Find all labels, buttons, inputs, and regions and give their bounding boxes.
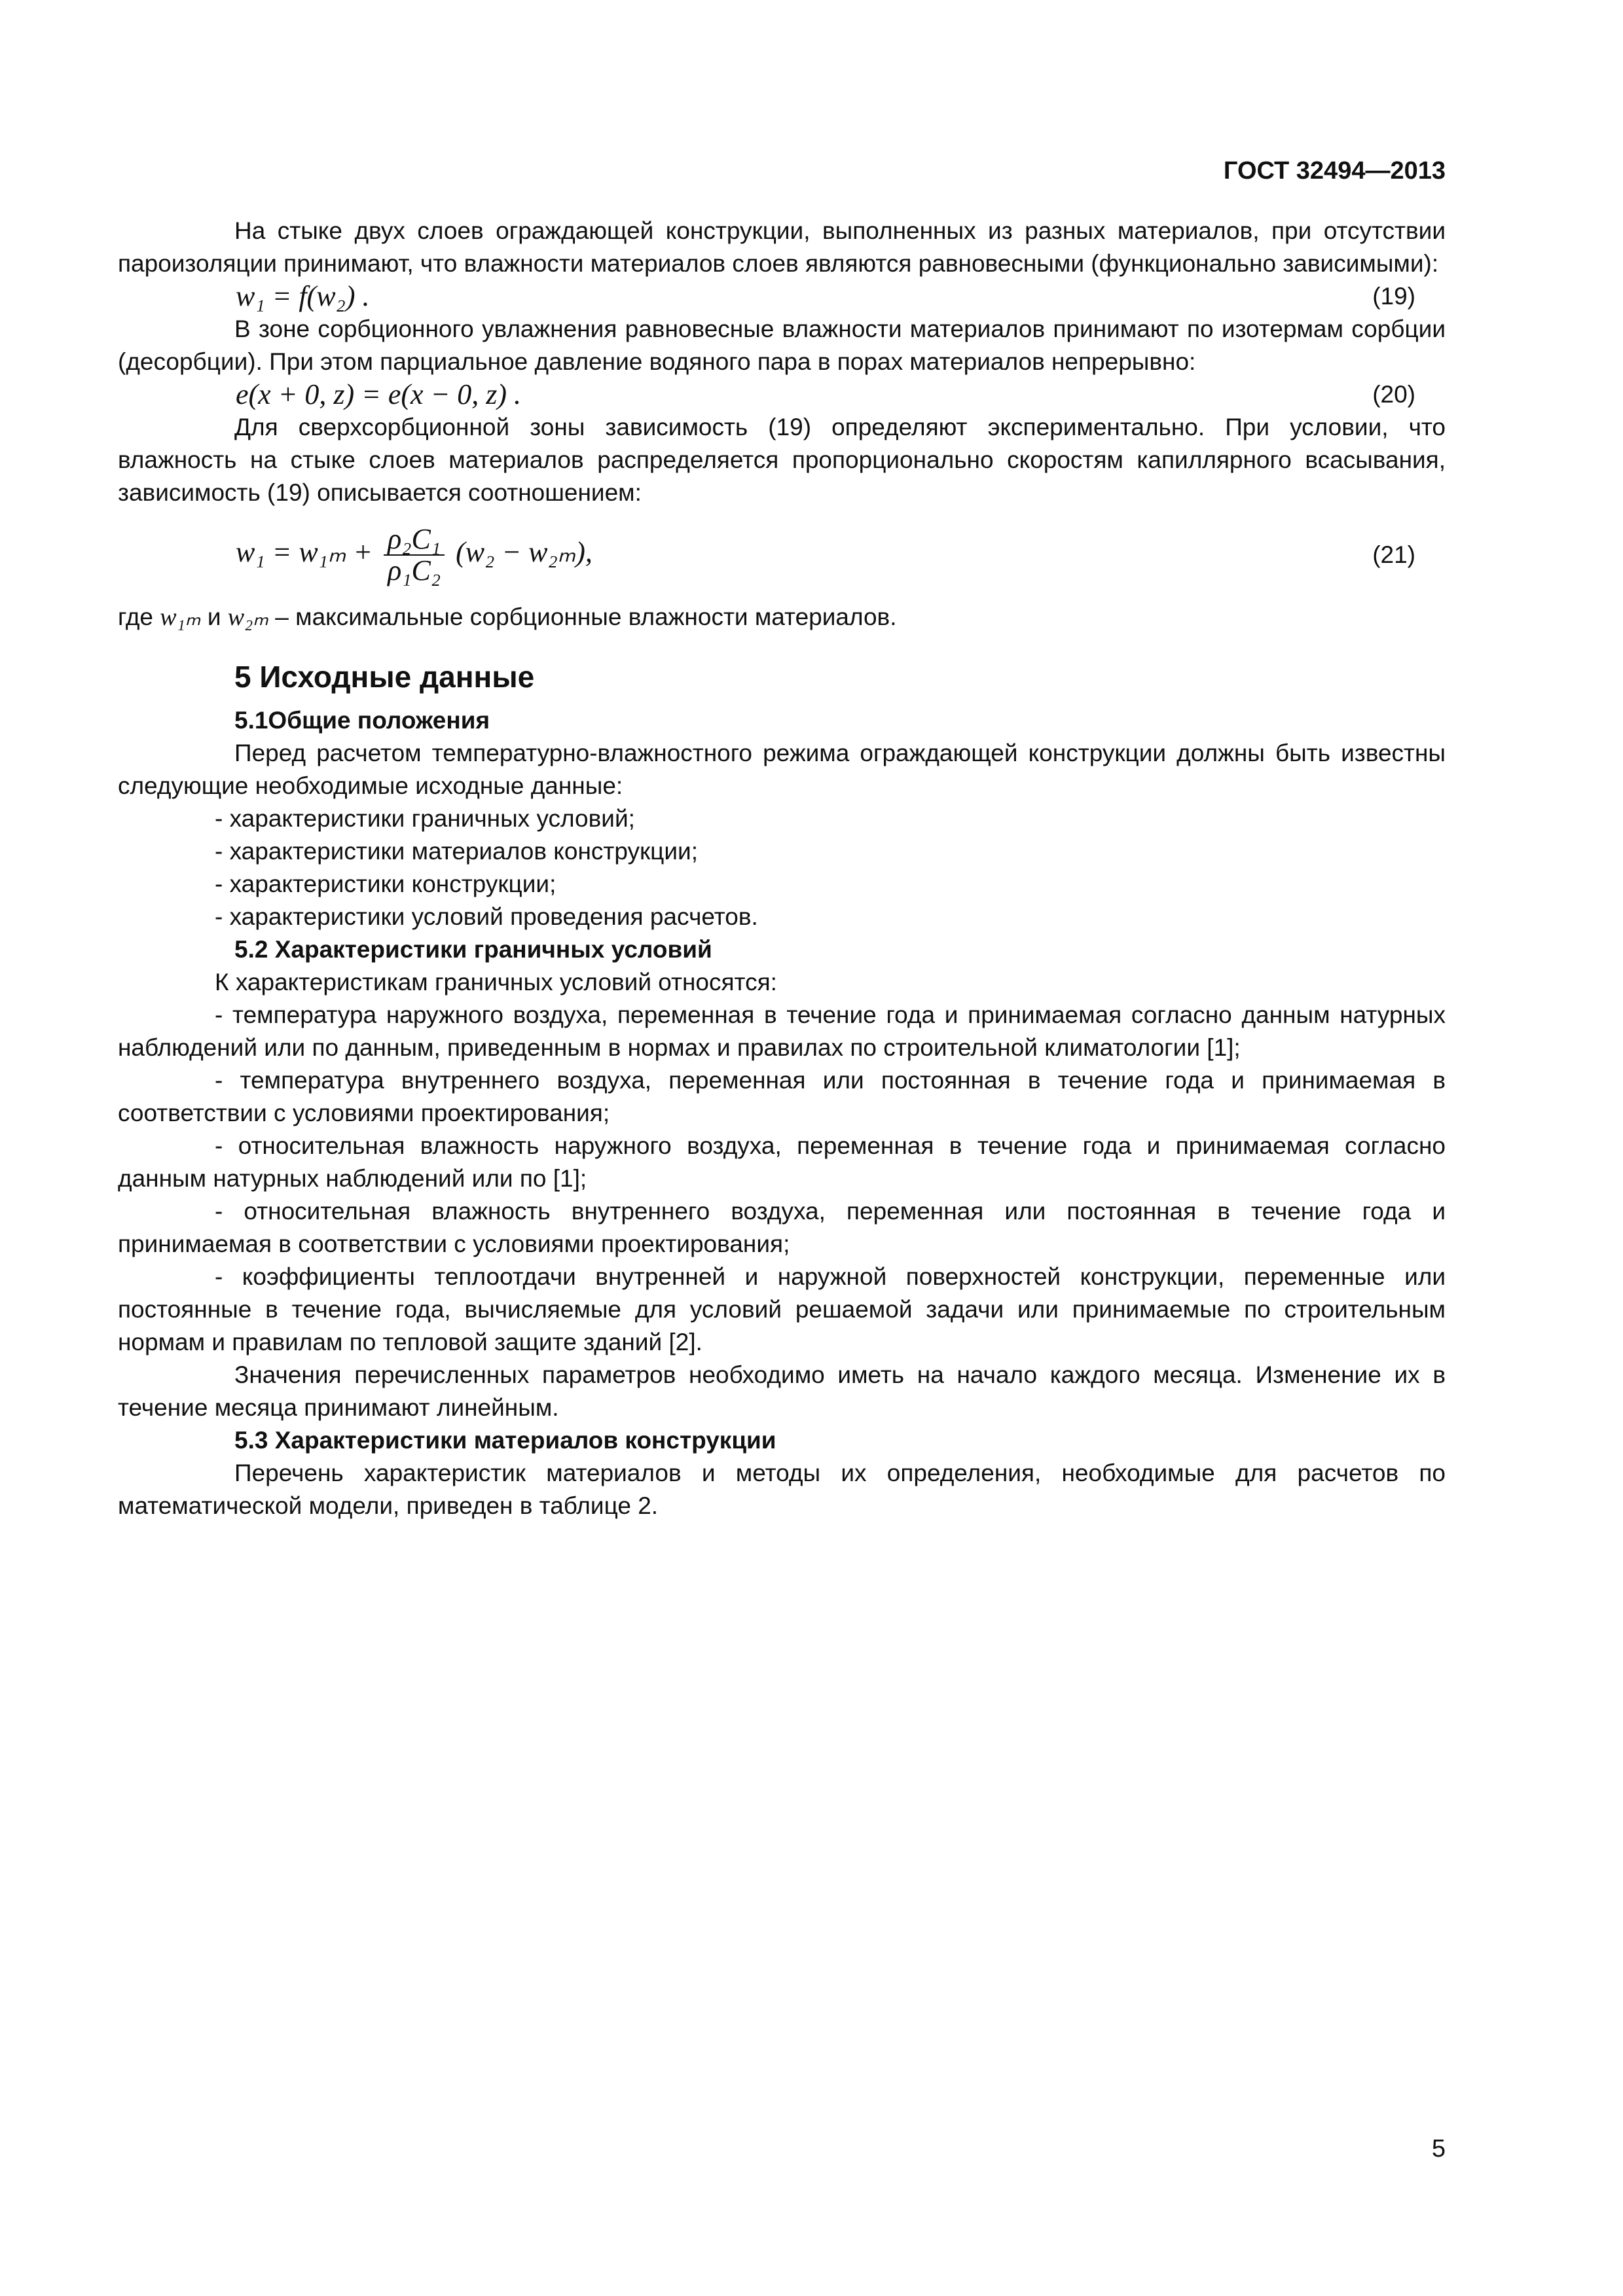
equation-21: [118, 509, 1446, 601]
equation-21-numerator: ρ₂C₁: [384, 524, 445, 556]
list-item: - относительная влажность внутреннего воздуха, переменная или постоянная в течение года и принимаемая в соответствии с условиями проектирования;: [118, 1198, 1446, 1257]
equation-19-text: w₁ = f(w₂) .: [236, 280, 370, 312]
equation-21-denominator: ρ₁C₂: [388, 554, 441, 586]
equation-21-lhs: w₁ = w₁ₘ +: [236, 536, 373, 569]
list-item: - коэффициенты теплоотдачи внутренней и наружной поверхностей конструкции, переменные или постоянные в течение года, вычисляемые для условий решаемой задачи или принимаемые по строительным нормам и правилам по тепловой защите зданий [2].: [118, 1263, 1446, 1355]
equation-19-number: (19): [1372, 283, 1415, 310]
symbol-w1m: w₁ₘ: [160, 603, 201, 631]
paragraph-layers-junction: На стыке двух слоев ограждающей конструкции, выполненных из разных материалов, при отсутствии пароизоляции принимают, что влажности материалов слоев являются равновесными (функционально зависимыми):: [118, 217, 1446, 277]
section-5-2-intro: К характеристикам граничных условий относятся:: [215, 969, 777, 996]
equation-21-fraction: [384, 524, 445, 586]
where-suffix: – максимальные сорбционные влажности материалов.: [275, 603, 897, 630]
equation-21-rhs: (w₂ − w₂ₘ),: [456, 536, 593, 569]
paragraph-oversorption-zone: Для сверхсорбционной зоны зависимость (19) определяют экспериментально. При условии, что влажность на стыке слоев материалов распределяется пропорционально скоростям капиллярного всасывания, зависимость (19) описывается соотношением:: [118, 414, 1446, 506]
equation-20: [118, 378, 1446, 411]
section-5-2-closing: Значения перечисленных параметров необходимо иметь на начало каждого месяца. Изменение их в течение месяца принимают линейным.: [118, 1361, 1446, 1421]
paragraph-where: [118, 601, 1446, 634]
section-5-1-title: 5.1Общие положения: [234, 707, 490, 734]
equation-19: [118, 280, 1446, 313]
document-code-header: ГОСТ 32494—2013: [1223, 157, 1446, 185]
equation-20-text: e(x + 0, z) = e(x − 0, z) .: [236, 378, 522, 410]
main-content: [118, 215, 1446, 1522]
page-number: 5: [1431, 2135, 1446, 2162]
section-5-title: 5 Исходные данные: [234, 660, 535, 694]
equation-20-number: (20): [1372, 381, 1415, 408]
list-item: - характеристики условий проведения расчетов.: [215, 903, 758, 930]
equation-21-expression: [236, 524, 593, 586]
symbol-w2m: w₂ₘ: [227, 603, 268, 631]
section-5-2-title: 5.2 Характеристики граничных условий: [234, 936, 712, 963]
section-5-3-text: Перечень характеристик материалов и методы их определения, необходимые для расчетов по математической модели, приведен в таблице 2.: [118, 1460, 1446, 1519]
list-item: - температура внутреннего воздуха, переменная или постоянная в течение года и принимаемая в соответствии с условиями проектирования;: [118, 1067, 1446, 1126]
where-and: и: [207, 603, 221, 630]
section-5-1-intro: Перед расчетом температурно-влажностного режима ограждающей конструкции должны быть известны следующие необходимые исходные данные:: [118, 740, 1446, 799]
list-item: - характеристики граничных условий;: [215, 805, 635, 832]
list-item: - характеристики конструкции;: [215, 870, 556, 897]
paragraph-sorption-zone: В зоне сорбционного увлажнения равновесные влажности материалов принимают по изотермам сорбции (десорбции). При этом парциальное давление водяного пара в порах материалов непрерывно:: [118, 315, 1446, 375]
section-5-1-list: [118, 802, 1446, 933]
equation-21-number: (21): [1372, 541, 1415, 568]
list-item: - характеристики материалов конструкции;: [215, 838, 698, 865]
list-item: - относительная влажность наружного воздуха, переменная в течение года и принимаемая согласно данным натурных наблюдений или по [1];: [118, 1132, 1446, 1192]
list-item: - температура наружного воздуха, переменная в течение года и принимаемая согласно данным натурных наблюдений или по данным, приведенным в нормах и правилах по строительной климатологии [1];: [118, 1001, 1446, 1061]
where-prefix: где: [118, 603, 154, 630]
section-5-3-title: 5.3 Характеристики материалов конструкции: [234, 1427, 776, 1454]
